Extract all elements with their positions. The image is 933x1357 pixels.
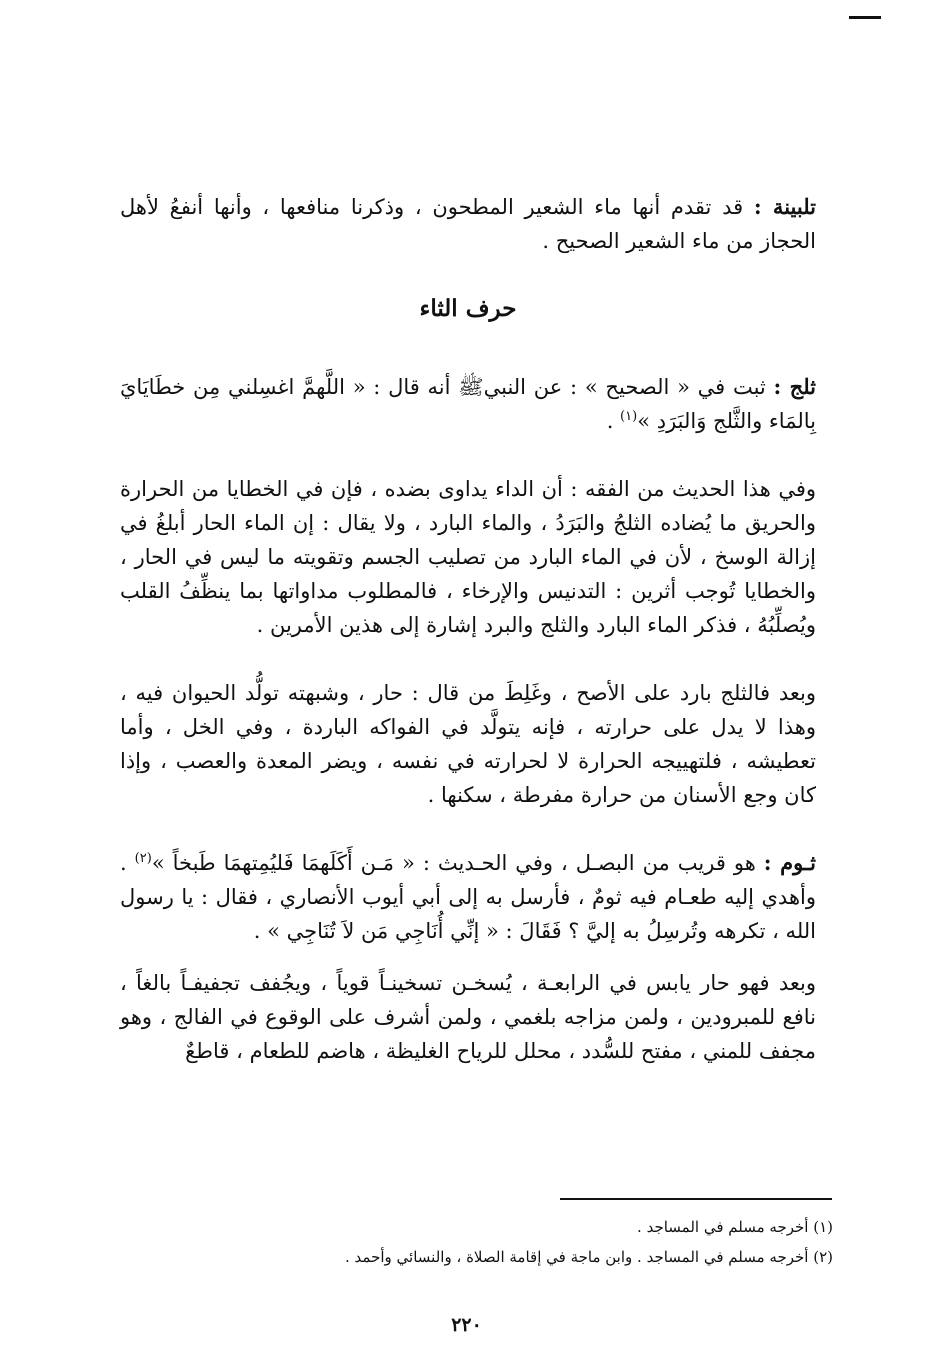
entry-term-talbina: تلبينة :	[753, 194, 816, 219]
entry-text-thalj: ثبت في « الصحيح » : عن النبيﷺ أنه قال : « اللَّهمَّ اغسِلني مِن خطَايَايَ بِالمَاء والثَّلج وَالبَرَدِ »	[120, 375, 816, 433]
paragraph-cold: وبعد فالثلج بارد على الأصح ، وغَلِطَ من قال : حار ، وشبهته تولُّد الحيوان فيه ، وهذا لا يدل على حرارته ، فإنه يتولَّد في الفواكه الباردة ، وفي الخل ، وأما تعطيشه ، فلتهييجه الحرارة لا لحرارته في نفسه ، ويضر المعدة والعصب ، وإذا كان وجع الأسنان من حرارة مفرطة ، سكنها .	[120, 681, 816, 807]
entry-term-thalj: ثلج :	[773, 374, 816, 399]
footnotes	[213, 1212, 833, 1272]
entry-text-thum-b: . وأهدي إليه طعـام فيه ثومٌ ، فأرسل به إلى أبي أيوب الأنصاري ، فقال : يا رسول الله ، تكرهه وتُرسِلُ به إليَّ ؟ فَقَالَ : « إنِّي أُنَاجِي مَن لاَ تُنَاجِي » .	[120, 851, 816, 943]
entry-text-thum-a: هو قريب من البصـل ، وفي الحـديث : « مَـن أَكَلَهمَا فَليُمِتهمَا طَبخاً »	[151, 851, 764, 875]
footnote-ref-2: (٢)	[134, 851, 152, 866]
footnote-ref-1: (١)	[620, 409, 638, 424]
corner-rule	[849, 16, 881, 19]
paragraph-talbina	[120, 190, 816, 258]
paragraph-thalj	[120, 370, 816, 438]
entry-text-talbina: قد تقدم أنها ماء الشعير المطحون ، وذكرنا منافعها ، وأنها أنفعُ لأهل الحجاز من ماء الشعير الصحيح .	[120, 195, 816, 253]
footnote-1: (١) أخرجه مسلم في المساجد .	[637, 1218, 833, 1236]
page-number: ٢٢٠	[451, 1314, 482, 1336]
footnote-rule	[560, 1198, 832, 1200]
paragraph-thum	[120, 846, 816, 948]
page-body	[120, 190, 816, 1102]
entry-tail-thalj: .	[606, 409, 621, 433]
paragraph-hot: وبعد فهو حار يابس في الرابعـة ، يُسخـن تسخينـاً قوياً ، ويجُفف تجفيفـاً بالغاً ، نافع للمبرودين ، ولمن مزاجه بلغمي ، ولمن أشرف على الوقوع في الفالج ، وهو مجفف للمني ، مفتح للسُّدد ، محلل للرياح الغليظة ، هاضم للطعام ، قاطعٌ	[120, 971, 816, 1063]
footnote-2: (٢) أخرجه مسلم في المساجد . وابن ماجة في إقامة الصلاة ، والنسائي وأحمد .	[345, 1248, 833, 1266]
paragraph-fiqh: وفي هذا الحديث من الفقه : أن الداء يداوى بضده ، فإن في الخطايا من الحرارة والحريق ما يُضاده الثلجُ والبَرَدُ ، والماء البارد ، ولا يقال : إن الماء الحار أبلغُ في إزالة الوسخ ، لأن في الماء البارد من تصليب الجسم وتقويته ما ليس في الحار ، والخطايا تُوجب أثرين : التدنيس والإرخاء ، فالمطلوب مداواتها بما ينظِّفُ القلب ويُصلِّبُهُ ، فذكر الماء البارد والثلج والبرد إشارة إلى هذين الأمرين .	[120, 477, 816, 637]
section-heading: حرف الثاء	[419, 295, 517, 322]
entry-term-thum: ثـوم :	[763, 850, 816, 875]
